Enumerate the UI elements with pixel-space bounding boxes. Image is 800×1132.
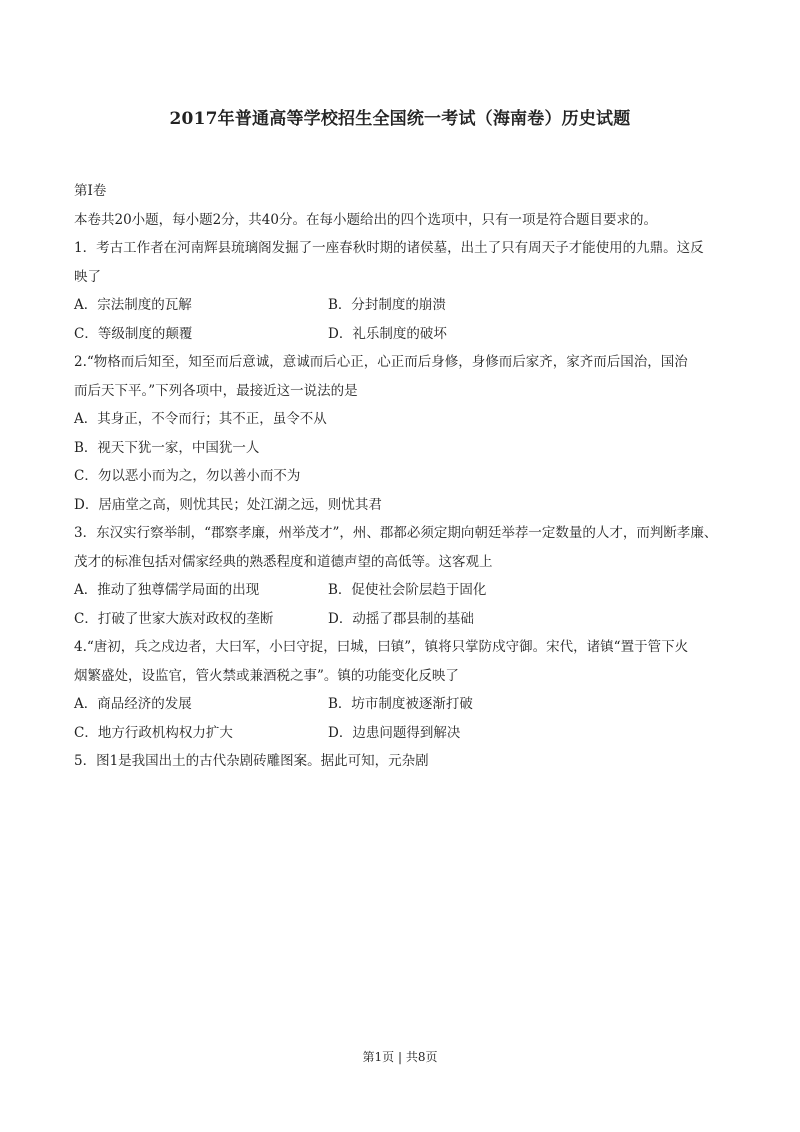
- question-2-option-c: C．勿以恶小而为之，勿以善小而不为: [74, 468, 301, 484]
- question-2-option-a: A．其身正，不令而行；其不正，虽令不从: [74, 411, 327, 427]
- question-1-option-b: B．分封制度的崩溃: [328, 297, 446, 313]
- question-3-stem-line-1: 3．东汉实行察举制，“郡察孝廉，州举茂才”，州、郡都必须定期向朝廷举荐一定数量的人才，而判断孝廉、: [74, 525, 718, 541]
- question-3-option-c: C．打破了世家大族对政权的垄断: [74, 610, 274, 627]
- exam-title: 2017年普通高等学校招生全国统一考试（海南卷）历史试题: [169, 109, 631, 129]
- question-3-option-a: A．推动了独尊儒学局面的出现: [74, 582, 260, 598]
- question-4-option-a: A．商品经济的发展: [74, 696, 192, 712]
- question-1-options-row-1: [74, 291, 734, 320]
- question-4-stem-line-2: 烟繁盛处，设监官，管火禁或兼酒税之事”。镇的功能变化反映了: [74, 667, 459, 684]
- question-1-option-c: C．等级制度的颠覆: [74, 325, 193, 342]
- question-2-option-b: B．视天下犹一家，中国犹一人: [74, 439, 260, 456]
- section-heading: 第Ⅰ卷: [74, 183, 107, 199]
- question-4-stem-line-1: 4.“唐初，兵之戍边者，大曰军，小曰守捉，曰城，曰镇”，镇将只掌防戍守御。宋代，诸镇“置于管下火: [74, 639, 689, 655]
- question-3-option-b: B．促使社会阶层趋于固化: [328, 582, 487, 598]
- question-2-option-d: D．居庙堂之高，则忧其民；处江湖之远，则忧其君: [74, 496, 382, 513]
- question-2-stem-line-1: 2.“物格而后知至，知至而后意诚，意诚而后心正，心正而后身修，身修而后家齐，家齐而后国治，国治: [74, 354, 688, 370]
- question-2-stem-line-2: 而后天下平。”下列各项中，最接近这一说法的是: [74, 382, 358, 399]
- question-4-option-b: B．坊市制度被逐渐打破: [328, 696, 473, 712]
- instructions: 本卷共20小题，每小题2分，共40分。在每小题给出的四个选项中，只有一项是符合题目要求的。: [74, 211, 657, 228]
- question-1-option-d: D．礼乐制度的破坏: [328, 325, 447, 342]
- question-4-options-row-1: [74, 690, 734, 719]
- question-3-option-d: D．动摇了郡县制的基础: [328, 610, 474, 627]
- question-4-option-c: C．地方行政机构权力扩大: [74, 724, 233, 741]
- question-1-option-a: A．宗法制度的瓦解: [74, 297, 192, 313]
- question-4-options-row-2: [74, 719, 734, 748]
- question-3-stem-line-2: 茂才的标准包括对儒家经典的熟悉程度和道德声望的高低等。这客观上: [74, 553, 493, 570]
- question-1-stem-line-2: 映了: [74, 268, 101, 285]
- page-footer: 第1页 | 共8页: [362, 1050, 438, 1064]
- question-3-options-row-2: [74, 605, 734, 634]
- exam-content: [74, 177, 734, 776]
- question-4-option-d: D．边患问题得到解决: [328, 724, 461, 741]
- question-1-stem-line-1: 1．考古工作者在河南辉县琉璃阁发掘了一座春秋时期的诸侯墓，出土了只有周天子才能使用的九鼎。这反: [74, 240, 704, 256]
- question-1-options-row-2: [74, 320, 734, 349]
- question-3-options-row-1: [74, 576, 734, 605]
- question-5-stem-line-1: 5．图1是我国出土的古代杂剧砖雕图案。据此可知，元杂剧: [74, 753, 429, 769]
